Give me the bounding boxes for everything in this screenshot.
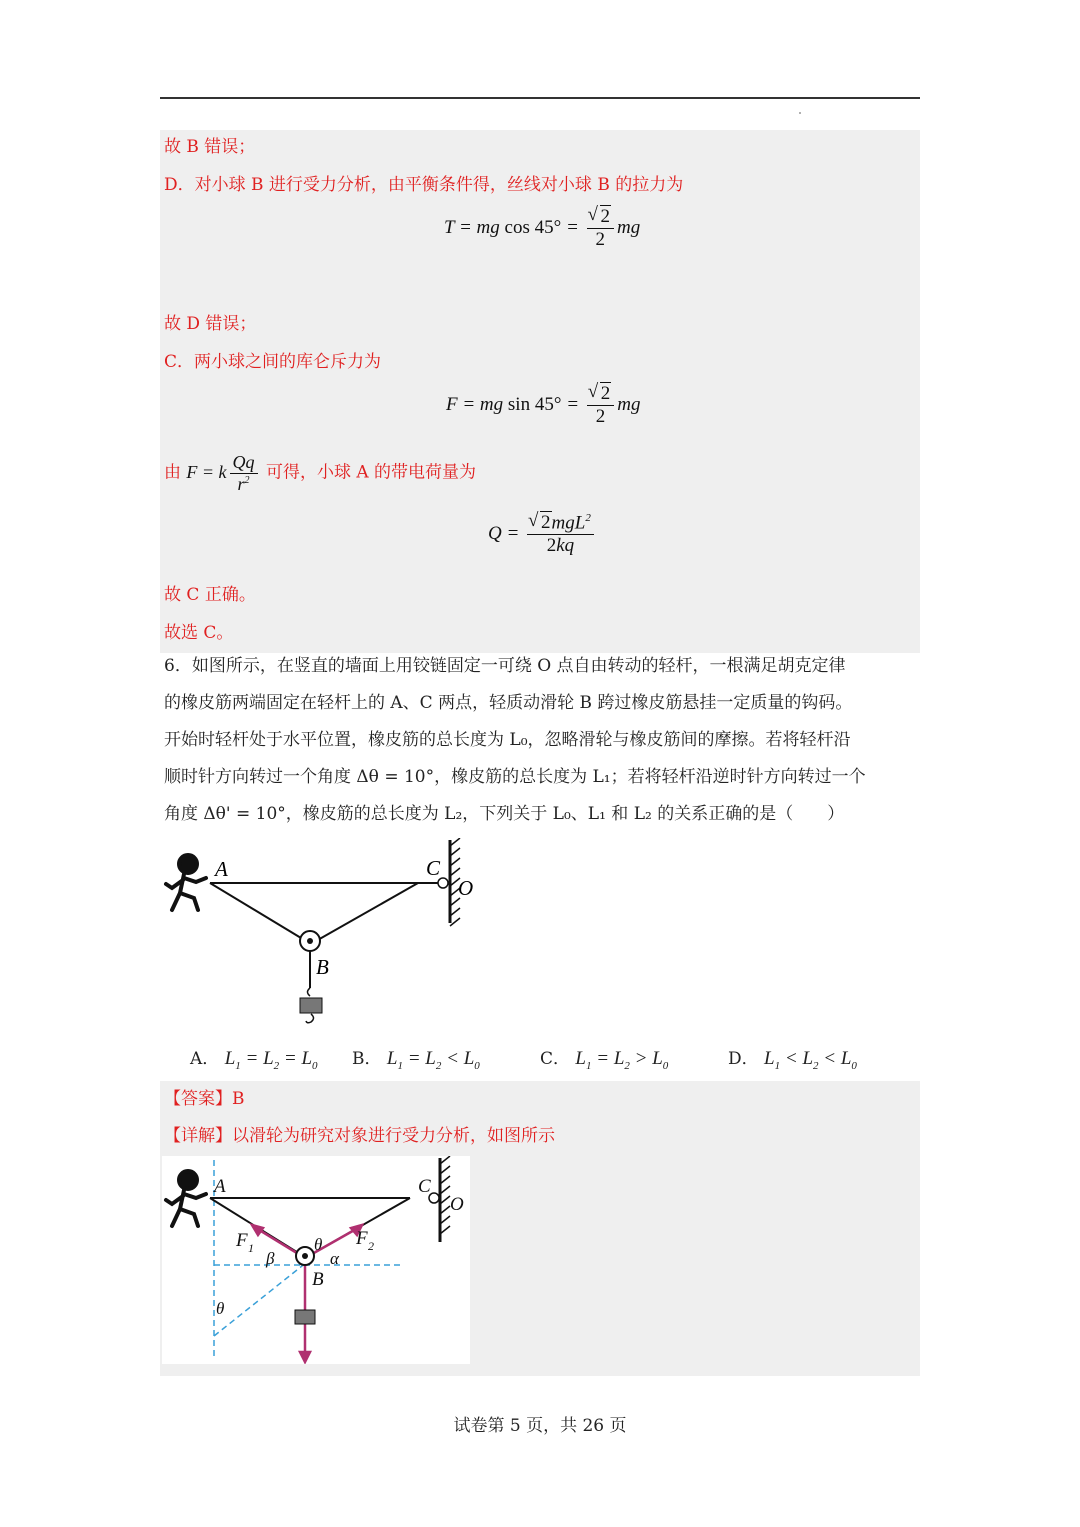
equation-charge: Q = √ $\frac{2mgL^2}{2kq}$ xyxy=(488,512,597,557)
detail-text: 以滑轮为研究对象进行受力分析，如图所示 xyxy=(232,1126,555,1146)
header-dot xyxy=(799,112,801,114)
figure-force-analysis xyxy=(162,1156,470,1364)
option-c[interactable]: C． $L_1 = L_2 > L_0$ xyxy=(540,1048,669,1072)
label-f1-sub: 1 xyxy=(248,1241,254,1255)
label-a: A xyxy=(215,857,228,881)
text-b-wrong: 故 B 错误； xyxy=(164,137,256,157)
page-footer: 试卷第 5 页，共 26 页 xyxy=(453,1416,627,1436)
question-line-4: 顺时针方向转过一个角度 Δθ = 10°，橡皮筋的总长度为 L₁；若将轻杆沿逆时针方向转过一个 xyxy=(164,767,866,787)
label-c: C xyxy=(418,1176,431,1197)
weight-icon xyxy=(300,998,322,1013)
question-line-1: 6．如图所示，在竖直的墙面上用铰链固定一可绕 O 点自由转动的轻杆，一根满足胡克定律 xyxy=(164,656,846,676)
text-c-force: C．两小球之间的库仑斥力为 xyxy=(164,352,382,372)
label-b: B xyxy=(316,955,329,979)
figure-question xyxy=(160,838,490,1033)
text-d-wrong: 故 D 错误； xyxy=(164,314,257,334)
answer-line xyxy=(164,1084,245,1109)
text-d-analysis: D．对小球 B 进行受力分析，由平衡条件得，丝线对小球 B 的拉力为 xyxy=(164,175,684,195)
detail-tag: 【详解】 xyxy=(164,1126,232,1146)
label-f2-sub: 2 xyxy=(368,1239,374,1253)
option-b[interactable]: B． $L_1 = L_2 < L_0$ xyxy=(352,1048,480,1072)
question-6 xyxy=(164,648,920,833)
option-d[interactable]: D． $L_1 < L_2 < L_0$ xyxy=(728,1048,857,1072)
label-o: O xyxy=(458,876,474,900)
label-f2: F xyxy=(356,1228,368,1249)
person-icon xyxy=(166,855,206,910)
answer-value: B xyxy=(232,1089,245,1109)
option-b-label: B． xyxy=(352,1049,382,1069)
question-line-2: 的橡皮筋两端固定在轻杆上的 A、C 两点，轻质动滑轮 B 跨过橡皮筋悬挂一定质量的钩码。 xyxy=(164,693,853,713)
label-theta-top: θ xyxy=(314,1235,323,1254)
option-a-label: A． xyxy=(190,1049,220,1069)
option-a[interactable]: A． $L_1 = L_2 = L_0$ xyxy=(190,1048,318,1072)
label-f1: F xyxy=(236,1230,248,1251)
band-left xyxy=(210,883,306,941)
label-theta-bottom: θ xyxy=(216,1299,225,1318)
equation-tension: T = mg cos 45° = √ $\frac{2}{2}$ mg xyxy=(444,206,640,251)
text-from-post: 可得，小球 A 的带电荷量为 xyxy=(265,462,477,483)
label-alpha: α xyxy=(330,1249,339,1268)
label-o: O xyxy=(450,1194,464,1215)
label-b: B xyxy=(312,1269,324,1290)
inline-formula-coulomb: F = k $\frac{Qq}{r^2}$ xyxy=(186,462,260,482)
option-d-label: D． xyxy=(728,1049,759,1069)
equation-coulomb-force: F = mg sin 45° = √ $\frac{2}{2}$ mg xyxy=(446,383,641,428)
label-beta: β xyxy=(266,1249,275,1268)
option-c-label: C． xyxy=(540,1049,571,1069)
question-line-3: 开始时轻杆处于水平位置，橡皮筋的总长度为 L₀，忽略滑轮与橡皮筋间的摩擦。若将轻杆沿 xyxy=(164,730,851,750)
text-choose-c: 故选 C。 xyxy=(164,623,234,643)
header-rule xyxy=(160,97,920,99)
question-line-5: 角度 Δθ' = 10°，橡皮筋的总长度为 L₂，下列关于 L₀、L₁ 和 L₂ 的关系正确的是（ ） xyxy=(164,804,845,824)
detail-line xyxy=(164,1121,555,1146)
text-c-correct: 故 C 正确。 xyxy=(164,585,256,605)
label-c: C xyxy=(426,856,441,880)
band-right xyxy=(316,883,418,941)
text-from-formula xyxy=(164,452,476,495)
label-a: A xyxy=(214,1176,226,1197)
text-from-pre: 由 xyxy=(164,462,181,483)
answer-tag: 【答案】 xyxy=(164,1089,232,1109)
weight-icon xyxy=(295,1310,315,1324)
